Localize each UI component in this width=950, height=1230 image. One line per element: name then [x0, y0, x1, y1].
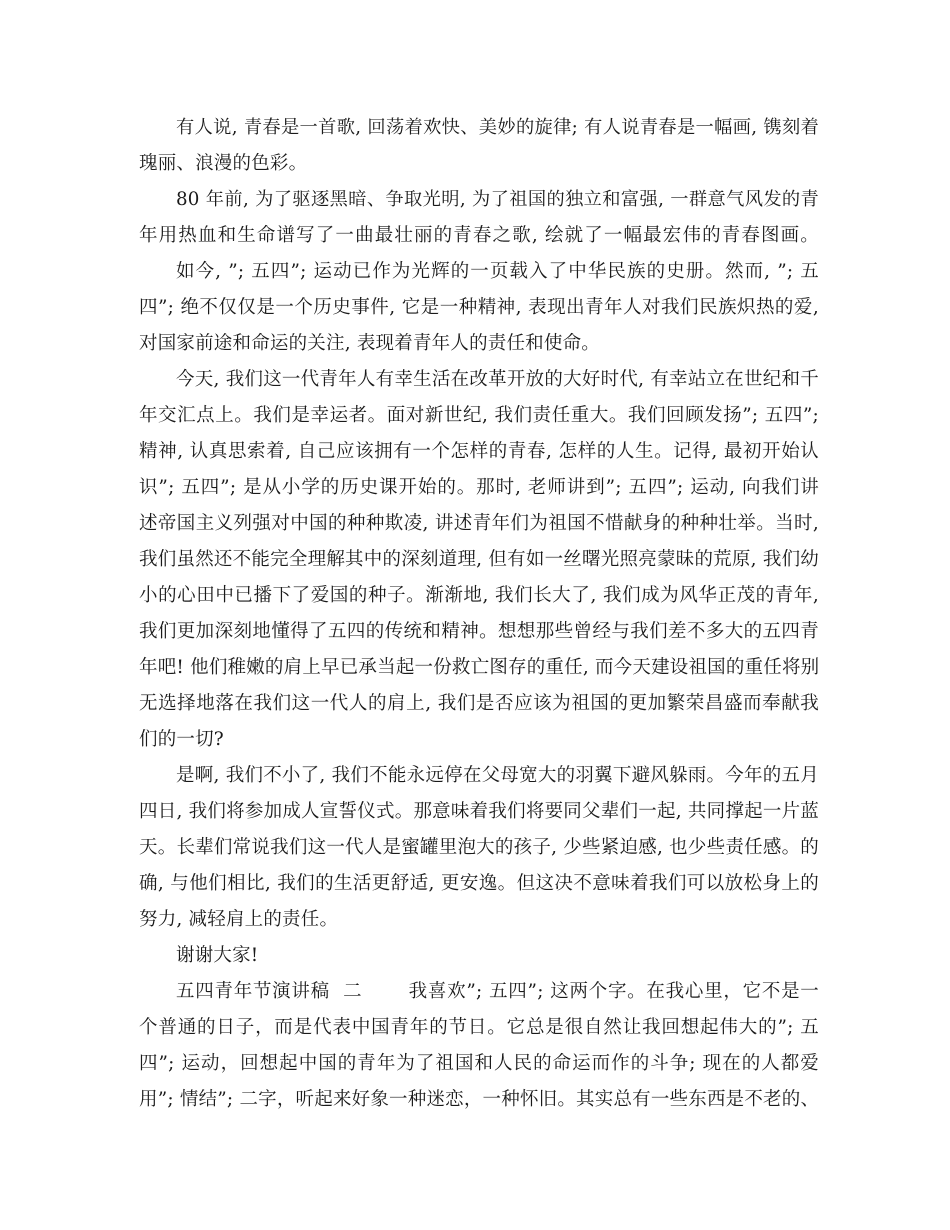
- text-line: 用”; 情结”; 二字，听起来好象一种迷恋，一种怀旧。其实总有一些东西是不老的、: [139, 1089, 820, 1110]
- text-line: 五四青年节演讲稿 二 我喜欢”; 五四”; 这两个字。在我心里，它不是一: [176, 981, 819, 1002]
- text-line: 无选择地落在我们这一代人的肩上, 我们是否应该为祖国的更加繁荣昌盛而奉献我: [139, 693, 819, 714]
- text-line: 如今, ”; 五四”; 运动已作为光辉的一页载入了中华民族的史册。然而, ”; 五: [176, 261, 819, 282]
- text-line: 年用热血和生命谱写了一曲最壮丽的青春之歌, 绘就了一幅最宏伟的青春图画。: [139, 225, 819, 246]
- text-line: 述帝国主义列强对中国的种种欺凌, 讲述青年们为祖国不惜献身的种种壮举。当时,: [139, 513, 819, 534]
- text-line: 四日, 我们将参加成人宣誓仪式。那意味着我们将要同父辈们一起, 共同撑起一片蓝: [139, 801, 819, 822]
- text-line: 们的一切?: [139, 729, 224, 750]
- text-line: 对国家前途和命运的关注, 表现着青年人的责任和使命。: [139, 333, 600, 354]
- text-line: 有人说, 青春是一首歌, 回荡着欢快、美妙的旋律; 有人说青春是一幅画, 镌刻着: [176, 117, 819, 138]
- text-line: 我们虽然还不能完全理解其中的深刻道理, 但有如一丝曙光照亮蒙昧的荒原, 我们幼: [139, 549, 819, 570]
- text-line: 小的心田中已播下了爱国的种子。渐渐地, 我们长大了, 我们成为风华正茂的青年,: [139, 585, 819, 606]
- text-line: 天。长辈们常说我们这一代人是蜜罐里泡大的孩子, 少些紧迫感, 也少些责任感。的: [139, 837, 819, 858]
- text-line: 努力, 减轻肩上的责任。: [139, 909, 339, 930]
- text-line: 个普通的日子，而是代表中国青年的节日。它总是很自然让我回想起伟大的”; 五: [139, 1017, 819, 1038]
- text-line: 80 年前, 为了驱逐黑暗、争取光明, 为了祖国的独立和富强, 一群意气风发的青: [176, 189, 819, 210]
- text-line: 年吧! 他们稚嫩的肩上早已承当起一份救亡图存的重任, 而今天建设祖国的重任将别: [139, 657, 820, 678]
- text-line: 谢谢大家!: [176, 945, 259, 966]
- text-line: 我们更加深刻地懂得了五四的传统和精神。想想那些曾经与我们差不多大的五四青: [139, 621, 819, 642]
- text-line: 四”; 绝不仅仅是一个历史事件, 它是一种精神, 表现出青年人对我们民族炽热的爱,: [139, 297, 819, 318]
- text-line: 精神, 认真思索着, 自己应该拥有一个怎样的青春, 怎样的人生。记得, 最初开始认: [139, 441, 819, 462]
- text-line: 四”; 运动，回想起中国的青年为了祖国和人民的命运而作的斗争; 现在的人都爱: [139, 1053, 819, 1074]
- text-line: 识”; 五四”; 是从小学的历史课开始的。那时, 老师讲到”; 五四”; 运动, 向我们讲: [139, 477, 819, 498]
- text-line: 确, 与他们相比, 我们的生活更舒适, 更安逸。但这决不意味着我们可以放松身上的: [139, 873, 819, 894]
- text-line: 是啊, 我们不小了, 我们不能永远停在父母宽大的羽翼下避风躲雨。今年的五月: [176, 765, 819, 786]
- text-line: 今天, 我们这一代青年人有幸生活在改革开放的大好时代, 有幸站立在世纪和千: [176, 369, 819, 390]
- text-line: 瑰丽、浪漫的色彩。: [139, 153, 308, 174]
- text-line: 年交汇点上。我们是幸运者。面对新世纪, 我们责任重大。我们回顾发扬”; 五四”;: [139, 405, 819, 426]
